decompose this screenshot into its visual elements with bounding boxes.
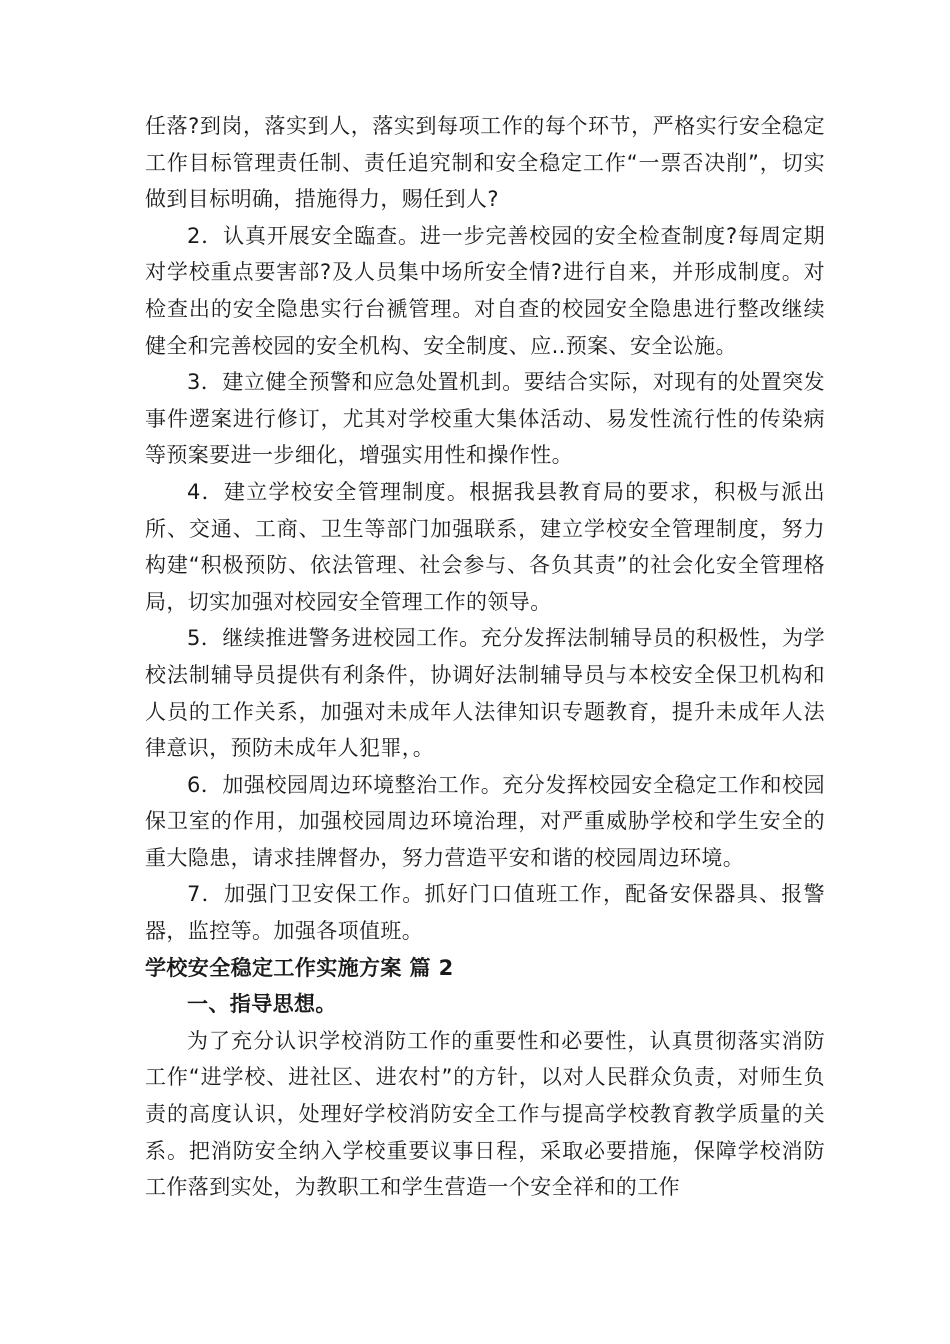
paragraph-item-4: 4．建立学校安全管理制度。根据我县教育局的要求，积极与派出所、交通、工商、卫生等部门加强联系，建立学校安全管理制度，努力构建“积极预防、依法管理、社会参与、各负其责”的社会化安全管理格局，切实加强对校园安全管理工作的领导。: [145, 479, 825, 614]
paragraph-guiding-idea: 为了充分认识学校消防工作的重要性和必要性，认真贯彻落实消防工作“进学校、进社区、进农村”的方针，以对人民群众负责，对师生负责的高度认识，处理好学校消防安全工作与提高学校教育教学质量的关系。把消防安全纳入学校重要议事日程，采取必要措施，保障学校消防工作落到实处，为教职工和学生营造一个安全祥和的工作: [145, 1028, 825, 1200]
paragraph-item-7: 7．加强门卫安保工作。抓好门口值班工作，配备安保器具、报警器，监控等。加强各项值班。: [145, 882, 825, 944]
subsection-heading: 一、指导思想。: [187, 992, 337, 1017]
paragraph-item-5: 5．继续推进警务进校园工作。充分发挥法制辅导员的积极性，为学校法制辅导员提供有利条件，协调好法制辅导员与本校安全保卫机构和人员的工作关系，加强对未成年人法律知识专题教育，提升未成年人法律意识，预防未成年人犯罪，。: [145, 626, 825, 761]
paragraph-continued: 任落?到岗，落实到人，落实到每项工作的每个环节，严格实行安全稳定工作目标管理责任制、责任追究制和安全稳定工作“一票否决削”，切实做到目标明确，措施得力，赐任到人?: [145, 114, 825, 212]
paragraph-item-2: 2．认真开展安全臨查。进一步完善校园的安全检查制度?每周定期对学校重点要害部?及人员集中场所安全情?进行自来，并形成制度。对检查出的安全隐患实行台褫管理。对自查的校园安全隐患进行整改继续健全和完善校园的安全机构、安全制度、应..预案、安全讼施。: [145, 223, 825, 358]
paragraph-item-6: 6．加强校园周边环境整治工作。充分发挥校园安全稳定工作和校园保卫室的作用，加强校园周边环境治理，对严重威胁学校和学生安全的重大隐患，请求挂牌督办，努力营造平安和谐的校园周边环境。: [145, 772, 825, 870]
paragraph-item-3: 3．建立健全预警和应急处置机刲。要结合实际，对现有的处置突发事件遻案进行修订，尤其对学校重大集体活动、易发性流行性的传染病等预案要进一步细化，增强实用性和操作性。: [145, 370, 825, 468]
section-heading: 学校安全稳定工作实施方案 篇 2: [145, 955, 454, 980]
document-page: [145, 108, 825, 1206]
